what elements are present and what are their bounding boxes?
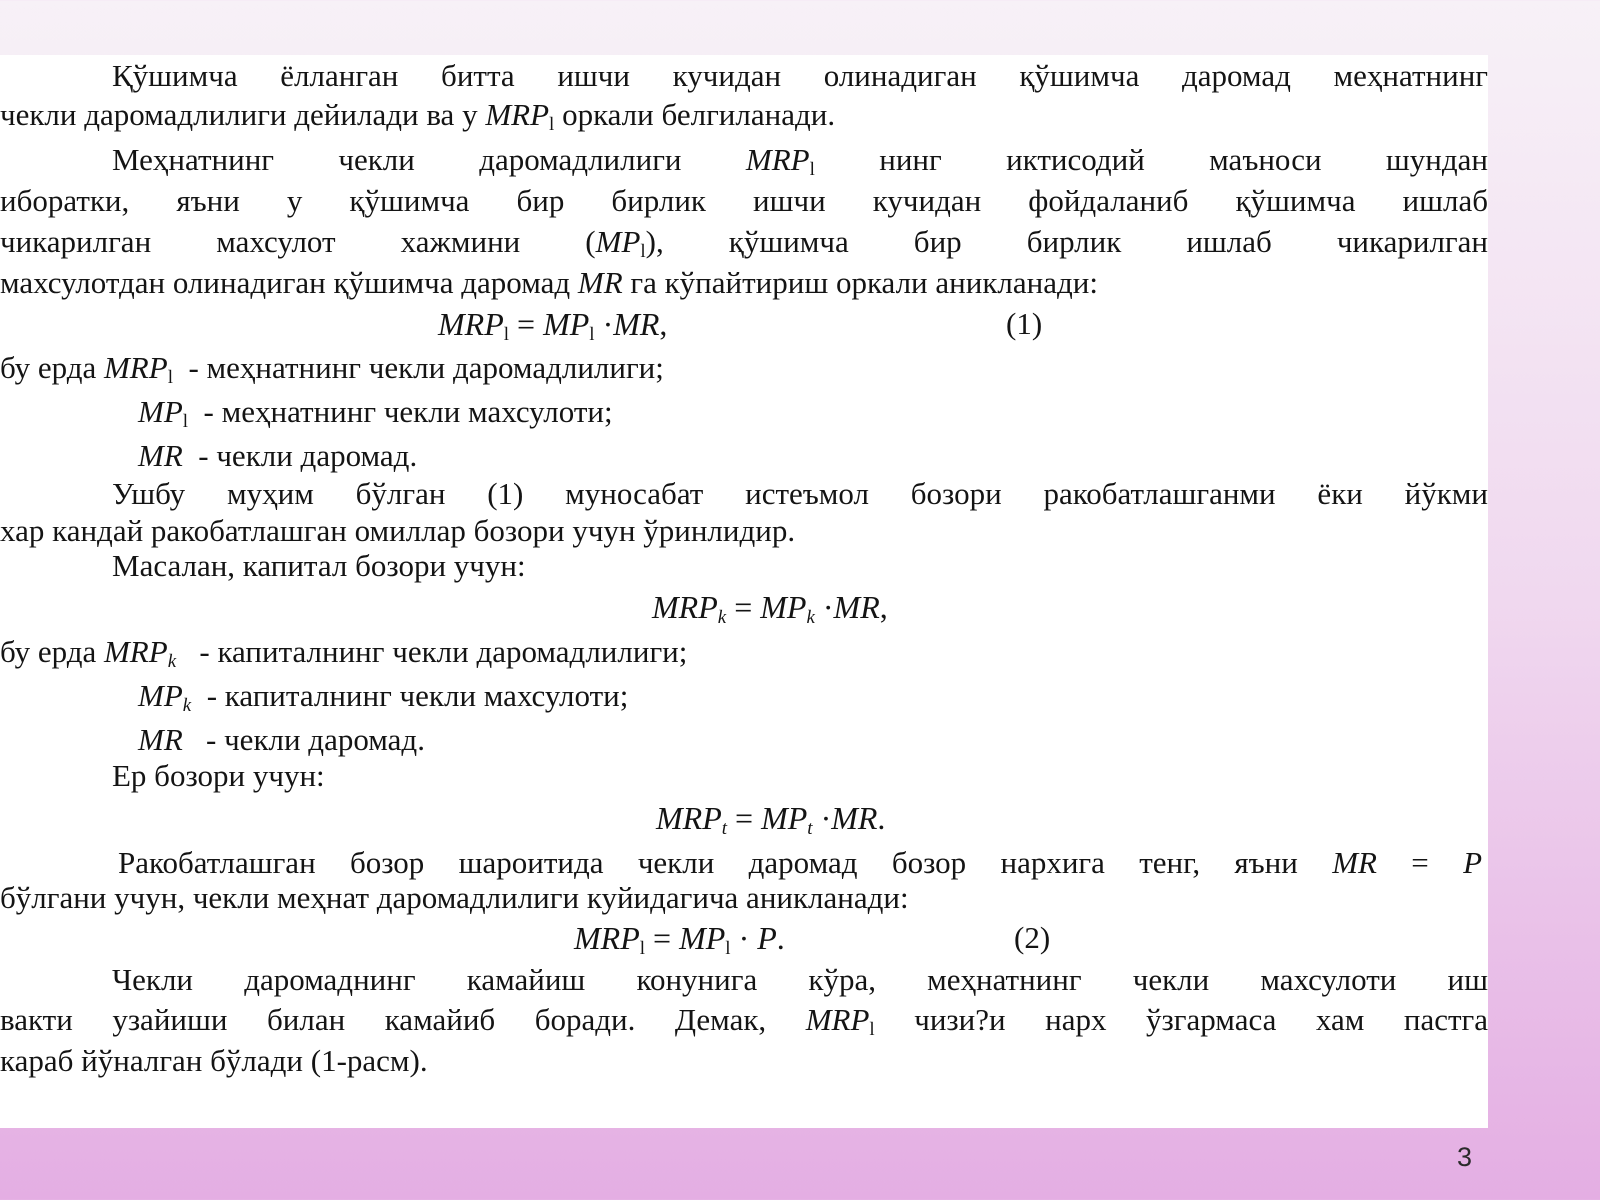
eq1-legend-item2: $MP_l$ - меҳнатнинг чекли махсулоти; [138,394,613,432]
para7-line3: караб йўналган бўлади (1-расм). [0,1043,428,1078]
para6-line1: Ракобатлашган бозор шароитида чекли даромад бозор нархига тенг, яъни MR = P [118,845,1483,880]
para1-line1: Қўшимча ёлланган битта ишчи кучидан олинадиган қўшимча даромад меҳнатнинг [112,58,1488,93]
para2-line2: иборатки, яъни у қўшимча бир бирлик ишчи кучидан фойдаланиб қўшимча ишлаб [0,183,1488,218]
formula-mrp-l: $MRP_l$ [805,1002,875,1040]
para3-line2: хар кандай ракобатлашган омиллар бозори учун ўринлидир. [0,513,796,548]
document-page [0,55,1488,1128]
eqk-legend-item3: MR - чекли даромад. [138,722,425,757]
eq1-legend-item3: MR - чекли даромад. [138,438,418,473]
slide-page-number: 3 [1456,1142,1472,1172]
equation-capital: $MRP_k = MP_k \cdot MR$, [652,589,888,628]
para7-line1: Чекли даромаднинг камайиш конунига кўра, меҳнатнинг чекли махсулоти иш [112,962,1488,997]
equation-2-number: (2) [1014,920,1051,955]
equation-1: $MRP_l = MP_l \cdot MR$, [438,306,668,345]
para2-line4: махсулотдан олинадиган қўшимча даромад MR га кўпайтириш оркали аникланади: [0,265,1098,300]
eq1-legend-item1: бу ерда $MRP_l$ - меҳнатнинг чекли даромадлилиги; [0,350,664,388]
eqk-legend-item1: бу ерда $MRP_k$ - капиталнинг чекли даромадлилиги; [0,634,688,672]
para4-line1: Масалан, капитал бозори учун: [112,548,526,583]
para2-line1: Меҳнатнинг чекли даромадлилиги $MRP_l$ нинг иктисодий маъноси шундан [112,142,1489,180]
para2-line3: чикарилган махсулот хажмини $(MP_l)$, қўшимча бир бирлик ишлаб чикарилган [0,224,1488,262]
eqk-legend-item2: $MP_k$ - капиталнинг чекли махсулоти; [138,678,629,716]
formula-mp-l: $MP_l$ [595,224,646,262]
formula-mrp-l: $MRP_l$ [485,97,555,135]
para1-line2: чекли даромадлилиги дейилади ва у $MRP_l$ оркали белгиланади. [0,97,836,135]
equation-1-number: (1) [1006,306,1043,341]
para7-line2: вакти узайиши билан камайиб боради. Демак, $MRP_l$ чизи?и нарх ўзгармаса хам пастга [0,1002,1489,1040]
formula-mr: MR [577,265,623,300]
para5-line1: Ер бозори учун: [112,758,325,793]
para6-line2: бўлгани учун, чекли меҳнат даромадлилиги куйидагича аникланади: [0,880,909,915]
equation-land: $MRP_t = MP_t \cdot MR$. [656,800,886,839]
para3-line1: Ушбу муҳим бўлган (1) муносабат истеъмол бозори ракобатлашганми ёки йўкми [112,476,1488,511]
equation-2: $MRP_l = MP_l \cdot P$. [574,920,785,959]
formula-mrp-l: $MRP_l$ [745,142,815,180]
